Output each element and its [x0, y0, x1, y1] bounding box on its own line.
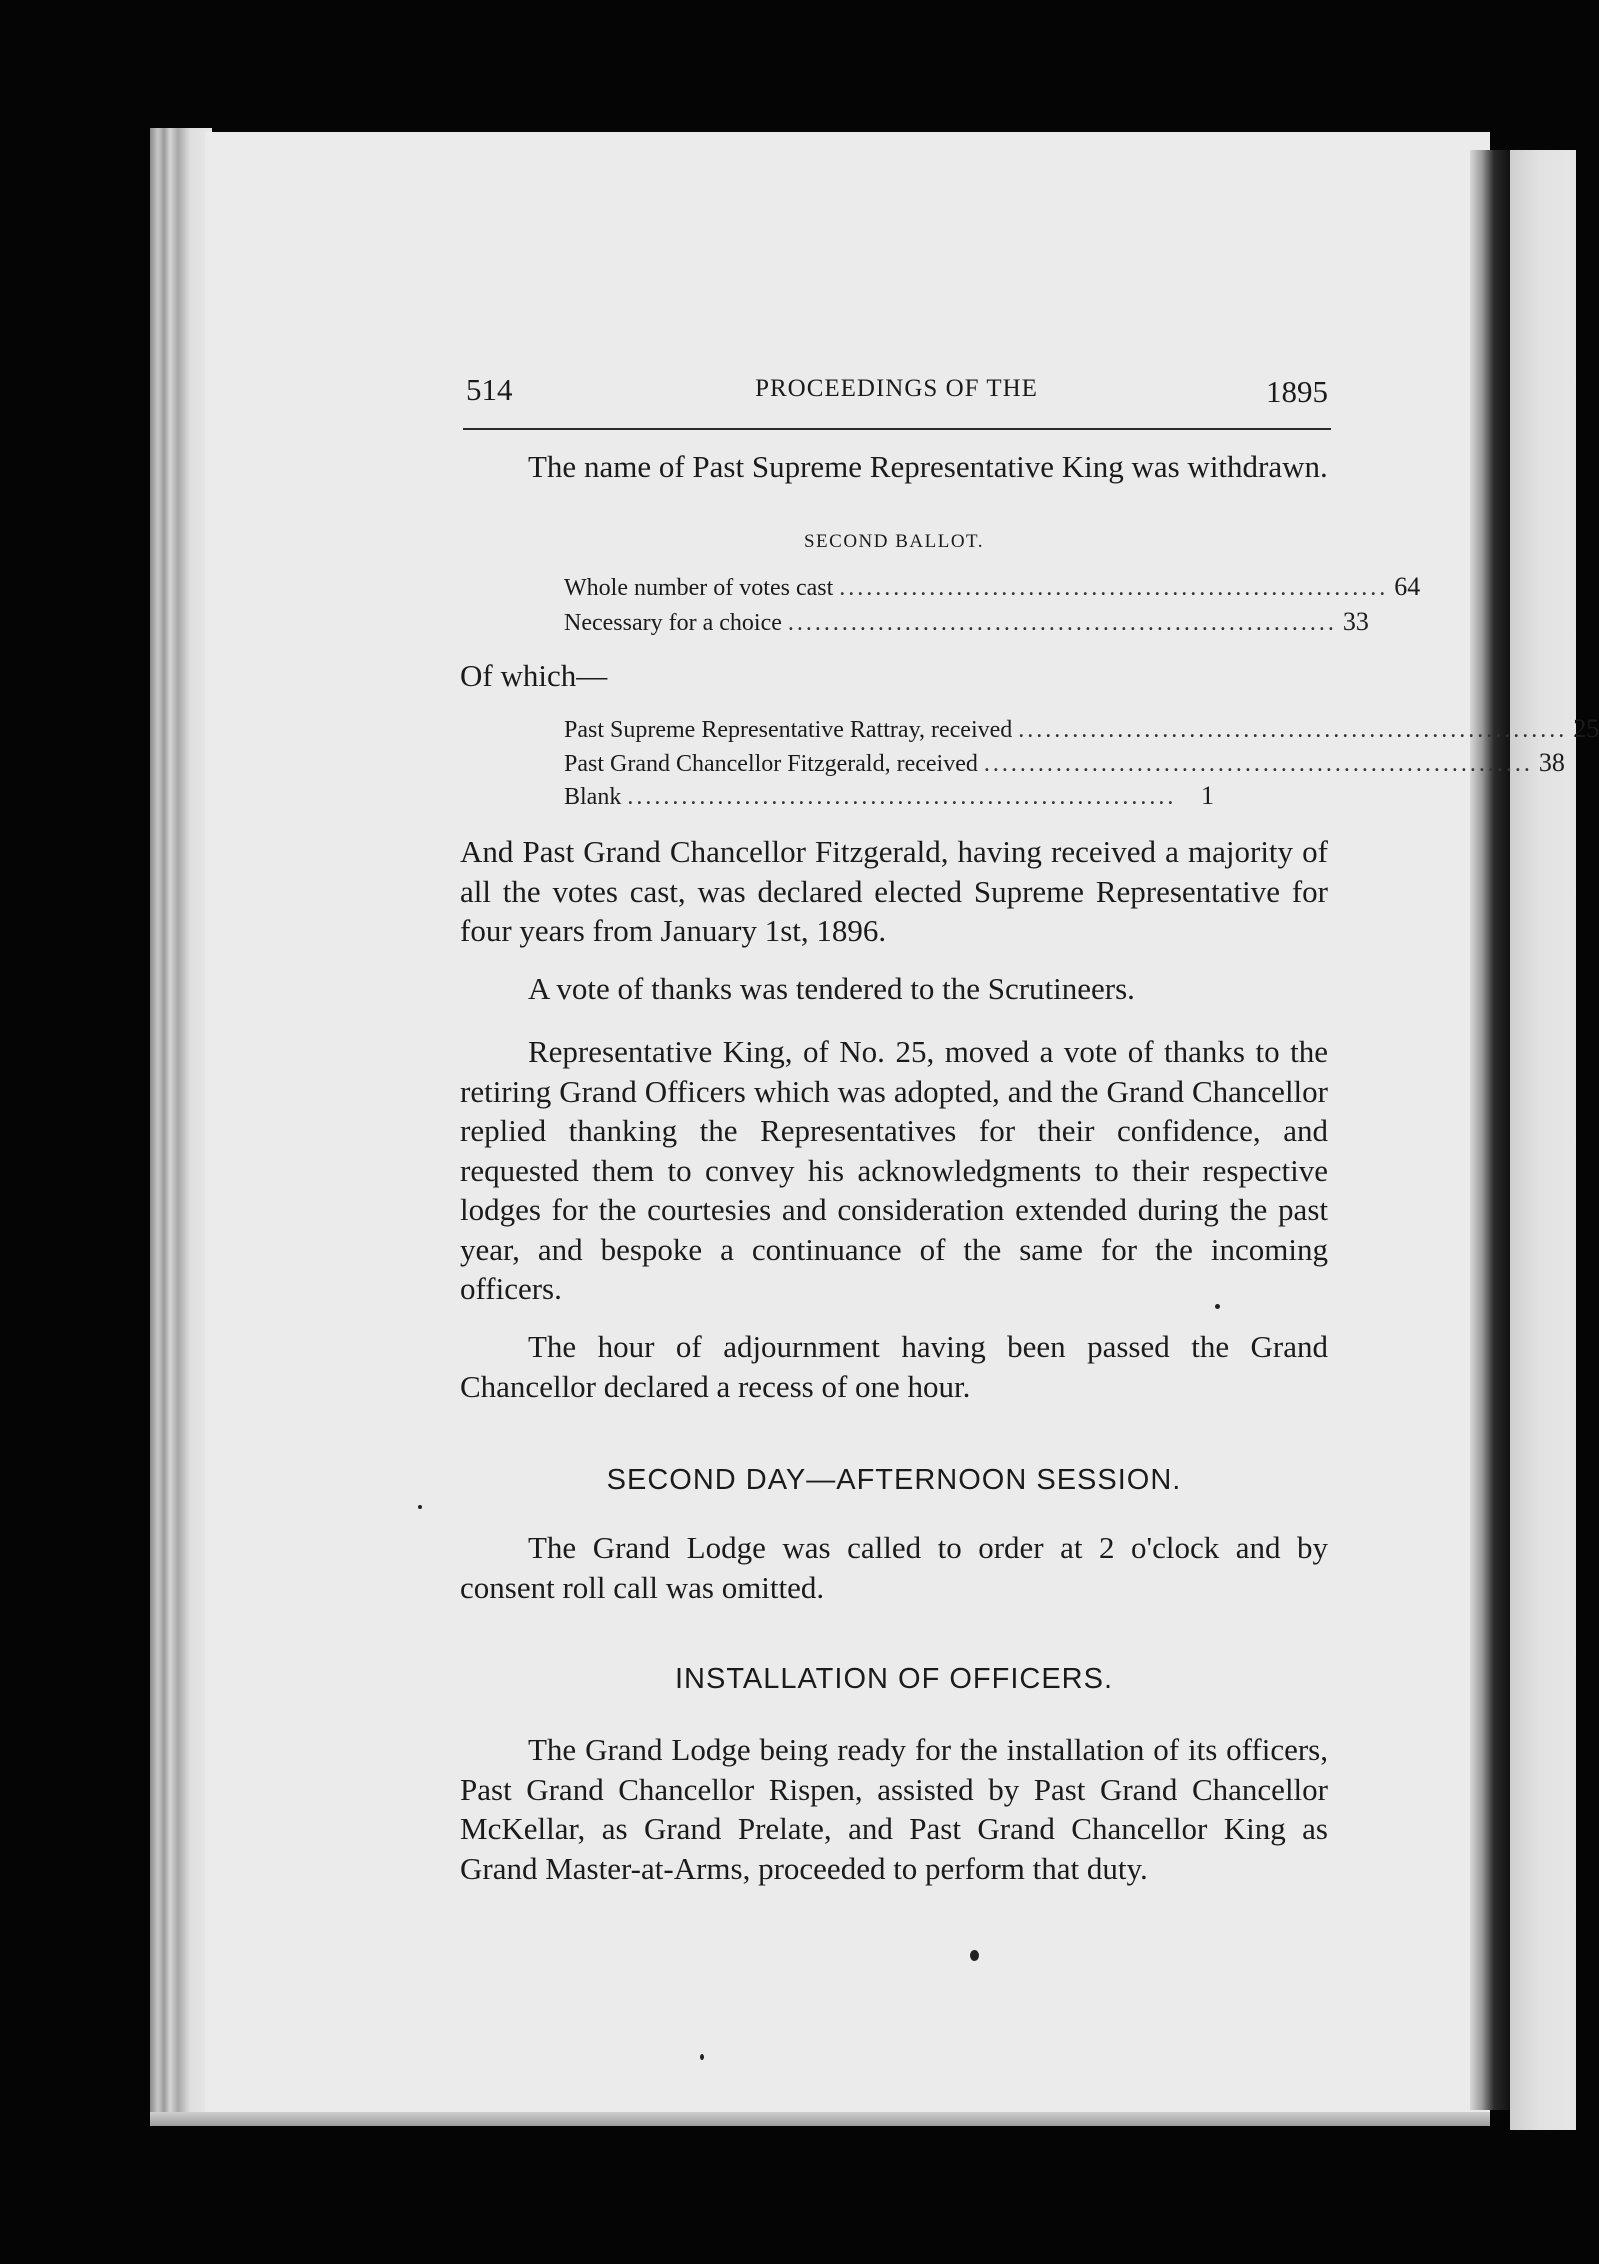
paragraph-withdrawn: The name of Past Supreme Representative King was withdrawn.: [528, 449, 1328, 484]
running-title: PROCEEDINGS OF THE: [755, 375, 1038, 402]
ballot-result-row: [564, 714, 1599, 748]
paragraph-adjournment: The hour of adjournment having been passed the Grand Chancellor declared a recess of one hour.: [460, 1329, 1328, 1404]
ballot-value: 1: [1201, 781, 1214, 810]
ballot-value: 38: [1538, 748, 1565, 777]
ballot-value: 33: [1342, 607, 1369, 636]
header-year: 1895: [1266, 374, 1328, 409]
ink-speck: [700, 2054, 704, 2060]
paragraph-called-to-order: The Grand Lodge was called to order at 2 o'clock and by consent roll call was omitted.: [460, 1530, 1328, 1605]
ballot-caption: SECOND BALLOT.: [803, 531, 985, 552]
section-heading-installation: INSTALLATION OF OFFICERS.: [674, 1663, 1114, 1695]
leader-dots: .............................................................: [787, 610, 1337, 636]
ballot-label: Past Grand Chancellor Fitzgerald, received: [564, 751, 978, 777]
header-rule: [463, 428, 1331, 430]
ballot-result-row: [564, 748, 1565, 782]
page-number: 514: [466, 372, 513, 407]
leader-dots: .............................................................: [839, 575, 1389, 601]
paragraph-installation: The Grand Lodge being ready for the installation of its officers, Past Grand Chancellor Rispen, assisted by Past Grand Chancellor McKellar, as Grand Prelate, and Past Grand Chancellor King as Grand Master-at-Arms, proceeded to perform that duty.: [460, 1732, 1328, 1886]
facing-page-edge: [1510, 150, 1576, 2130]
ballot-value: 64: [1394, 572, 1421, 601]
page-stack-edge: [150, 128, 212, 2126]
ballot-label: Whole number of votes cast: [564, 575, 834, 601]
ballot-label: Blank: [564, 784, 622, 810]
ballot-label: Necessary for a choice: [564, 610, 782, 636]
book-gutter: [1470, 150, 1510, 2110]
leader-dots: .............................................................: [627, 784, 1177, 810]
paragraph-representative-king: Representative King, of No. 25, moved a vote of thanks to the retiring Grand Officers which was adopted, and the Grand Chancellor replied thanking the Representatives for their confidence, and requested them to convey his acknowledgments to their respective lodges for the courtesies and consideration extended during the past year, and bespoke a continuance of the same for the incoming officers.: [460, 1034, 1328, 1306]
ballot-value: 25: [1573, 714, 1599, 743]
ink-speck: [418, 1505, 422, 1509]
ballot-total-row: [564, 572, 1421, 606]
ballot-total-row: [564, 607, 1369, 641]
ballot-result-row: [564, 781, 1214, 815]
section-heading-afternoon: SECOND DAY—AFTERNOON SESSION.: [606, 1464, 1182, 1496]
paragraph-election-result: And Past Grand Chancellor Fitzgerald, having received a majority of all the votes cast, was declared elected Supreme Representative for four years from January 1st, 1896.: [460, 834, 1328, 948]
ballot-label: Past Supreme Representative Rattray, received: [564, 717, 1013, 743]
leader-dots: .............................................................: [1018, 717, 1568, 743]
running-header: [463, 372, 1330, 430]
paragraph-vote-of-thanks: A vote of thanks was tendered to the Scrutineers.: [528, 971, 1135, 1006]
of-which-line: Of which—: [460, 658, 608, 693]
leader-dots: .............................................................: [983, 751, 1533, 777]
ink-speck: [970, 1950, 979, 1961]
ink-speck: [1215, 1304, 1220, 1309]
page-bottom-edge: [150, 2112, 1490, 2126]
